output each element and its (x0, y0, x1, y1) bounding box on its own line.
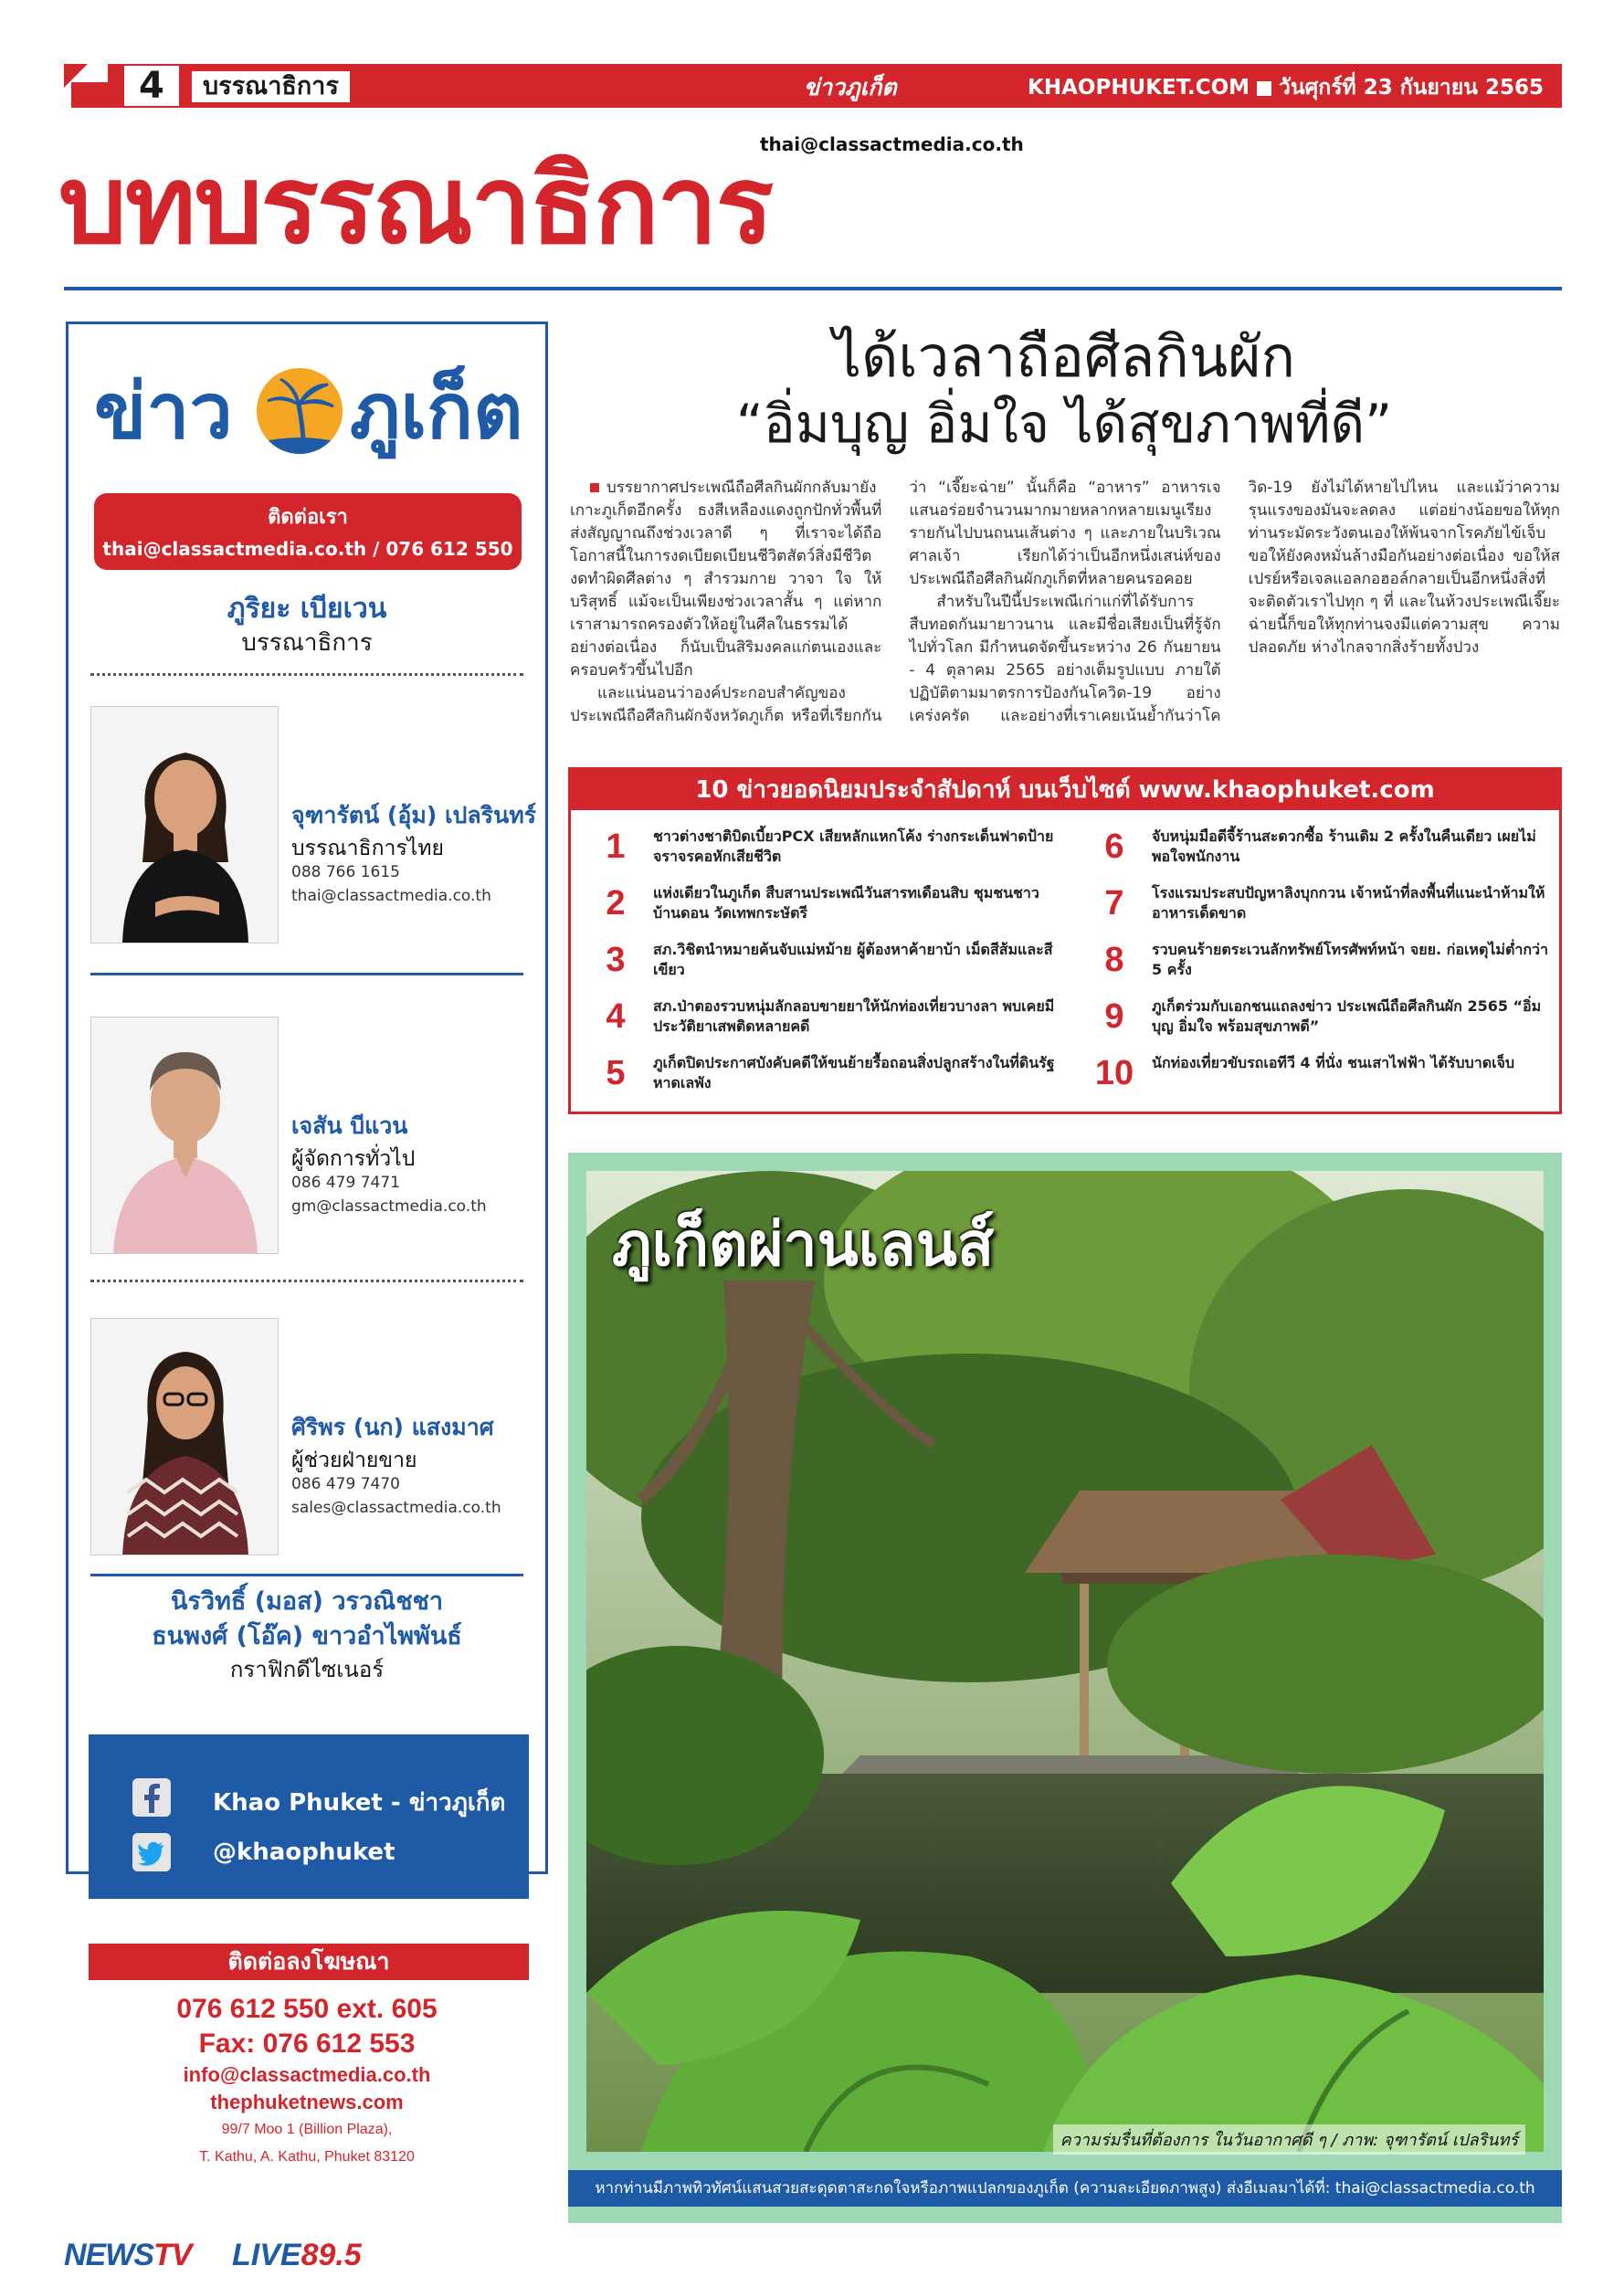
top10-rank: 8 (1104, 941, 1124, 979)
page-number: 4 (124, 66, 179, 106)
header-date (1028, 71, 1544, 104)
top10-rank: 5 (606, 1054, 626, 1092)
headline-line-1: ได้เวลาถือศีลกินผัก (832, 323, 1296, 390)
section-label: บรรณาธิการ (192, 71, 350, 102)
editor-name: ภูริยะ เบียเวน (227, 593, 387, 625)
top10-heading: 10 ข่าวยอดนิยมประจำสัปดาห์ บนเว็บไซต์ www.khaophuket.com (571, 770, 1559, 810)
header-brand: ข่าวภูเก็ต (804, 74, 897, 100)
top10-title: ภูเก็ตปิดประกาศบังคับคดีให้ขนย้ายรื้อถอนสิ่งปลูกสร้างในที่ดินรัฐหาดเลพัง (653, 1054, 1055, 1091)
top10-rank: 4 (606, 997, 626, 1036)
issue-date: วันศุกร์ที่ 23 กันยายน 2565 (1279, 76, 1544, 100)
facebook-label: Khao Phuket - ข่าวภูเก็ต (213, 1789, 506, 1817)
newstv-logo-text: TV (153, 2238, 192, 2272)
top10-title: ชาวต่างชาติบิดเบี้ยวPCX เสียหลักแหกโค้ง ร่างกระเด็นฟาดป้ายจราจรคอหักเสียชีวิต (653, 827, 1054, 865)
top10-item[interactable] (1082, 878, 1576, 934)
site-name[interactable]: KHAOPHUKET.COM (1028, 76, 1250, 100)
page-title: บทบรรณาธิการ (58, 142, 773, 268)
section-divider (90, 1574, 523, 1576)
staff-phone: 086 479 7470 (291, 1475, 400, 1493)
social-links-box (89, 1734, 529, 1899)
staff-card (90, 706, 537, 943)
top10-column-right (1082, 821, 1576, 1104)
staff-name: จุฑารัตน์ (อุ้ม) เปลรินทร์ (291, 802, 537, 828)
live-logo-frequency: 89.5 (301, 2238, 362, 2272)
article-paragraph: บรรยากาศประเพณีถือศีลกินผักกลับมายังเกาะภูเก็ตอีกครั้ง ธงสีเหลืองแดงถูกปักทั่วพื้นที่ส่งสัญญาณถึงช่วงเวลาดี ๆ ที่เราจะได้ถือโอกาสนี้ในการงดเบียดเบียนชีวิตสัตว์สิ่งมีชีวิต งดทำผิดศีลต่าง ๆ สำรวมกาย วาจา ใจ ให้บริสุทธิ์ แม้จะเป็นเพียงช่วงเวลาสั้น ๆ แต่หากเราสามารถครองตัวให้อยู่ในศีลในธรรมได้อย่างต่อเนื่อง ก็นับเป็นสิริมงคลแก่ตนเองและครอบครัวขึ้นไปอีก (570, 479, 882, 680)
top10-rank: 7 (1104, 884, 1124, 922)
top10-item[interactable] (584, 821, 1077, 878)
top10-title: สภ.ป่าตองรวบหนุ่มลักลอบขายยาให้นักท่องเที่ยวบางลา พบเคยมีประวัติยาเสพติดหลายคดี (653, 997, 1055, 1035)
editor-role: บรรณาธิการ (241, 629, 373, 657)
top10-title: นักท่องเที่ยวขับรถเอทีวี 4 ที่นั่ง ชนเสาไฟฟ้า ได้รับบาดเจ็บ (1152, 1054, 1515, 1071)
top10-rank: 9 (1104, 997, 1124, 1036)
staff-photo (90, 706, 279, 943)
top10-rank: 3 (606, 941, 626, 979)
live-radio-logo (232, 2238, 362, 2273)
newstv-logo (64, 2238, 191, 2273)
staff-role: ผู้จัดการทั่วไป (291, 1147, 416, 1171)
designer-role: กราฟิกดีไซเนอร์ (229, 1657, 385, 1682)
bullet-square-icon (590, 483, 599, 492)
feature-submission-note: หากท่านมีภาพทิวทัศน์แสนสวยสะดุดตาสะกดใจหรือภาพแปลกของภูเก็ต (ความละเอียดภาพสูง) ส่งอีเมลมาได้ที่: thai@classactmedia.co.th (568, 2170, 1562, 2207)
top10-title: สภ.วิชิตนำหมายค้นจับแม่หม้าย ผู้ต้องหาค้ายาบ้า เม็ดสีส้มและสีเขียว (653, 941, 1053, 978)
separator-square-icon (1257, 81, 1271, 96)
logo-text-right: ภูเก็ต (350, 366, 523, 456)
designer-name: ธนพงศ์ (โอ๊ค) ขาวอำไพพันธ์ (152, 1622, 462, 1650)
staff-photo (90, 1017, 279, 1254)
section-divider (90, 973, 523, 975)
top10-rank: 6 (1104, 827, 1124, 866)
ads-phone: 076 612 550 ext. 605 (176, 1994, 438, 2024)
top10-rank: 2 (606, 884, 626, 922)
feature-caption: ความร่มรื่นที่ต้องการ ในวันอากาศดี ๆ / ภาพ: จุฑารัตน์ เปลรินทร์ (1053, 2124, 1525, 2155)
top10-item[interactable] (1082, 934, 1576, 991)
twitter-icon (132, 1833, 171, 1871)
palm-sun-icon (257, 368, 343, 454)
contact-box (94, 493, 522, 570)
logo-text-left: ข่าว (94, 366, 233, 456)
corner-mark-icon (64, 64, 108, 108)
staff-name: เจสัน บีแวน (291, 1112, 408, 1139)
top10-title: แห่งเดียวในภูเก็ต สืบสานประเพณีวันสารทเดือนสิบ ชุมชนชาวบ้านดอน วัดเทพกระษัตรี (653, 884, 1039, 922)
ads-contact-block (69, 1992, 545, 2171)
staff-role: ผู้ช่วยฝ่ายขาย (291, 1449, 417, 1472)
feature-title: ภูเก็ตผ่านเลนส์ (612, 1209, 995, 1280)
contact-line[interactable]: thai@classactmedia.co.th / 076 612 550 (102, 538, 513, 560)
feature-photo (586, 1171, 1544, 2152)
ads-website[interactable]: thephuketnews.com (210, 2091, 404, 2113)
designer-name: นิรวิทธิ์ (มอส) วรวณิชชา (170, 1587, 444, 1616)
masthead-divider (64, 287, 1562, 290)
staff-sidebar (66, 321, 548, 2165)
ads-address-line: 99/7 Moo 1 (Billion Plaza), (221, 2122, 393, 2137)
top10-item[interactable] (584, 991, 1077, 1048)
twitter-label: @khaophuket (213, 1839, 395, 1866)
staff-role: บรรณาธิการไทย (291, 837, 444, 860)
staff-photo (90, 1318, 279, 1555)
staff-email[interactable]: gm@classactmedia.co.th (291, 1197, 487, 1216)
top10-item[interactable] (584, 1048, 1077, 1104)
facebook-link[interactable] (132, 1775, 525, 1820)
top10-news-box (568, 767, 1562, 1114)
page-header-bar (64, 64, 1562, 108)
dotted-divider (90, 1280, 523, 1282)
dotted-divider (90, 673, 523, 676)
top10-item[interactable] (1082, 821, 1576, 878)
top10-title: จับหนุ่มมือดีจี้ร้านสะดวกซื้อ ร้านเดิม 2 ครั้งในคืนเดียว เผยไม่พอใจพนักงาน (1152, 827, 1536, 865)
staff-card (90, 1318, 523, 1555)
designers-block (69, 1585, 545, 1685)
staff-card (90, 1017, 523, 1254)
facebook-icon (132, 1778, 171, 1817)
top10-item[interactable] (584, 934, 1077, 991)
masthead-email[interactable]: thai@classactmedia.co.th (760, 133, 1024, 155)
article-headline (566, 324, 1562, 458)
top10-item[interactable] (1082, 991, 1576, 1048)
staff-phone: 086 479 7471 (291, 1174, 400, 1192)
ads-fax: Fax: 076 612 553 (198, 2029, 416, 2059)
top10-title: ภูเก็ตร่วมกับเอกชนแถลงข่าว ประเพณีถือศีลกินผัก 2565 “อิ่มบุญ อิ่มใจ พร้อมสุขภาพดี” (1152, 997, 1542, 1035)
top10-rank: 1 (606, 827, 626, 866)
ads-address-line: T. Kathu, A. Kathu, Phuket 83120 (199, 2149, 415, 2165)
top10-title: รวบคนร้ายตระเวนลักทรัพย์โทรศัพท์หน้า จยย. ก่อเหตุไม่ต่ำกว่า 5 ครั้ง (1152, 941, 1548, 978)
top10-item[interactable] (584, 878, 1077, 934)
staff-email[interactable]: sales@classactmedia.co.th (291, 1499, 501, 1517)
staff-email[interactable]: thai@classactmedia.co.th (291, 887, 491, 905)
article-paragraph: สำหรับในปีนี้ประเพณีเก่าแก่ที่ได้รับการสืบทอดกันมายาวนาน และมีชื่อเสียงเป็นที่รู้จักไปทั่วโลก มีกำหนดจัดขึ้นระหว่าง 26 กันยายน - 4 ตุลาคม 2565 อย่างเต็มรูปแบบ ภายใต้ปฏิบัติตามมาตรการป้องกันโควิด-19 อย่างเคร่งครัด และอย่างที่เราเคยเน้นย้ำกันว่าโควิด-19 ยังไม่ได้หายไปไหน และแม้ว่าความรุนแรงของมันจะลดลง แต่อย่างน้อยขอให้ทุกท่านระมัดระวังตนเองให้พ้นจากโรคภัยไข้เจ็บ ขอให้ยังคงหมั่นล้างมือกันอย่างต่อเนื่อง ขอให้สเปรย์หรือเจลแอลกอฮอล์กลายเป็นอีกหนึ่งสิ่งที่จะติดตัวเราไปทุก ๆ ที่ และในห้วงประเพณีเจี๊ยะฉ่ายนี้ก็ขอให้ทุกท่านจงมีแต่ความสุข ความปลอดภัย ห่างไกลจากสิ่งร้ายทั้งปวง (909, 479, 1560, 725)
article-body (570, 477, 1560, 760)
ads-heading: ติดต่อลงโฆษณา (89, 1944, 529, 1980)
headline-line-2: “อิ่มบุญ อิ่มใจ ได้สุขภาพที่ดี” (735, 393, 1393, 455)
staff-name: ศิริพร (นก) แสงมาศ (291, 1414, 494, 1440)
top10-column-left (584, 821, 1077, 1104)
top10-rank: 10 (1094, 1054, 1134, 1092)
ads-email[interactable]: info@classactmedia.co.th (183, 2063, 431, 2086)
staff-phone: 088 766 1615 (291, 863, 400, 881)
khaophuket-logo (94, 361, 523, 461)
contact-label: ติดต่อเรา (268, 506, 348, 529)
top10-item[interactable] (1082, 1048, 1576, 1104)
top10-title: โรงแรมประสบปัญหาลิงบุกกวน เจ้าหน้าที่ลงพื้นที่แนะนำห้ามให้อาหารเด็ดขาด (1152, 884, 1545, 922)
newstv-logo-text: NEWS (64, 2238, 153, 2272)
twitter-link[interactable] (132, 1829, 525, 1875)
photo-feature (568, 1153, 1562, 2223)
live-logo-text: LIVE (232, 2238, 301, 2272)
article-paragraph: และแน่นอนว่าองค์ประกอบสำคัญของประเพณีถือศีลกินผักจังหวัดภูเก็ต หรือที่เรียกกันว่า “เจี๊ยะฉ่าย” นั้นก็คือ “อาหาร” อาหารเจแสนอร่อยจำนวนมากมายหลากหลายเมนูเรียงรายกันไปบนถนนเส้นต่าง ๆ และภายในบริเวณศาลเจ้า เรียกได้ว่าเป็นอีกหนึ่งเสน่ห์ของประเพณีถือศีลกินผักภูเก็ตที่หลายคนรอคอย (570, 479, 1221, 725)
